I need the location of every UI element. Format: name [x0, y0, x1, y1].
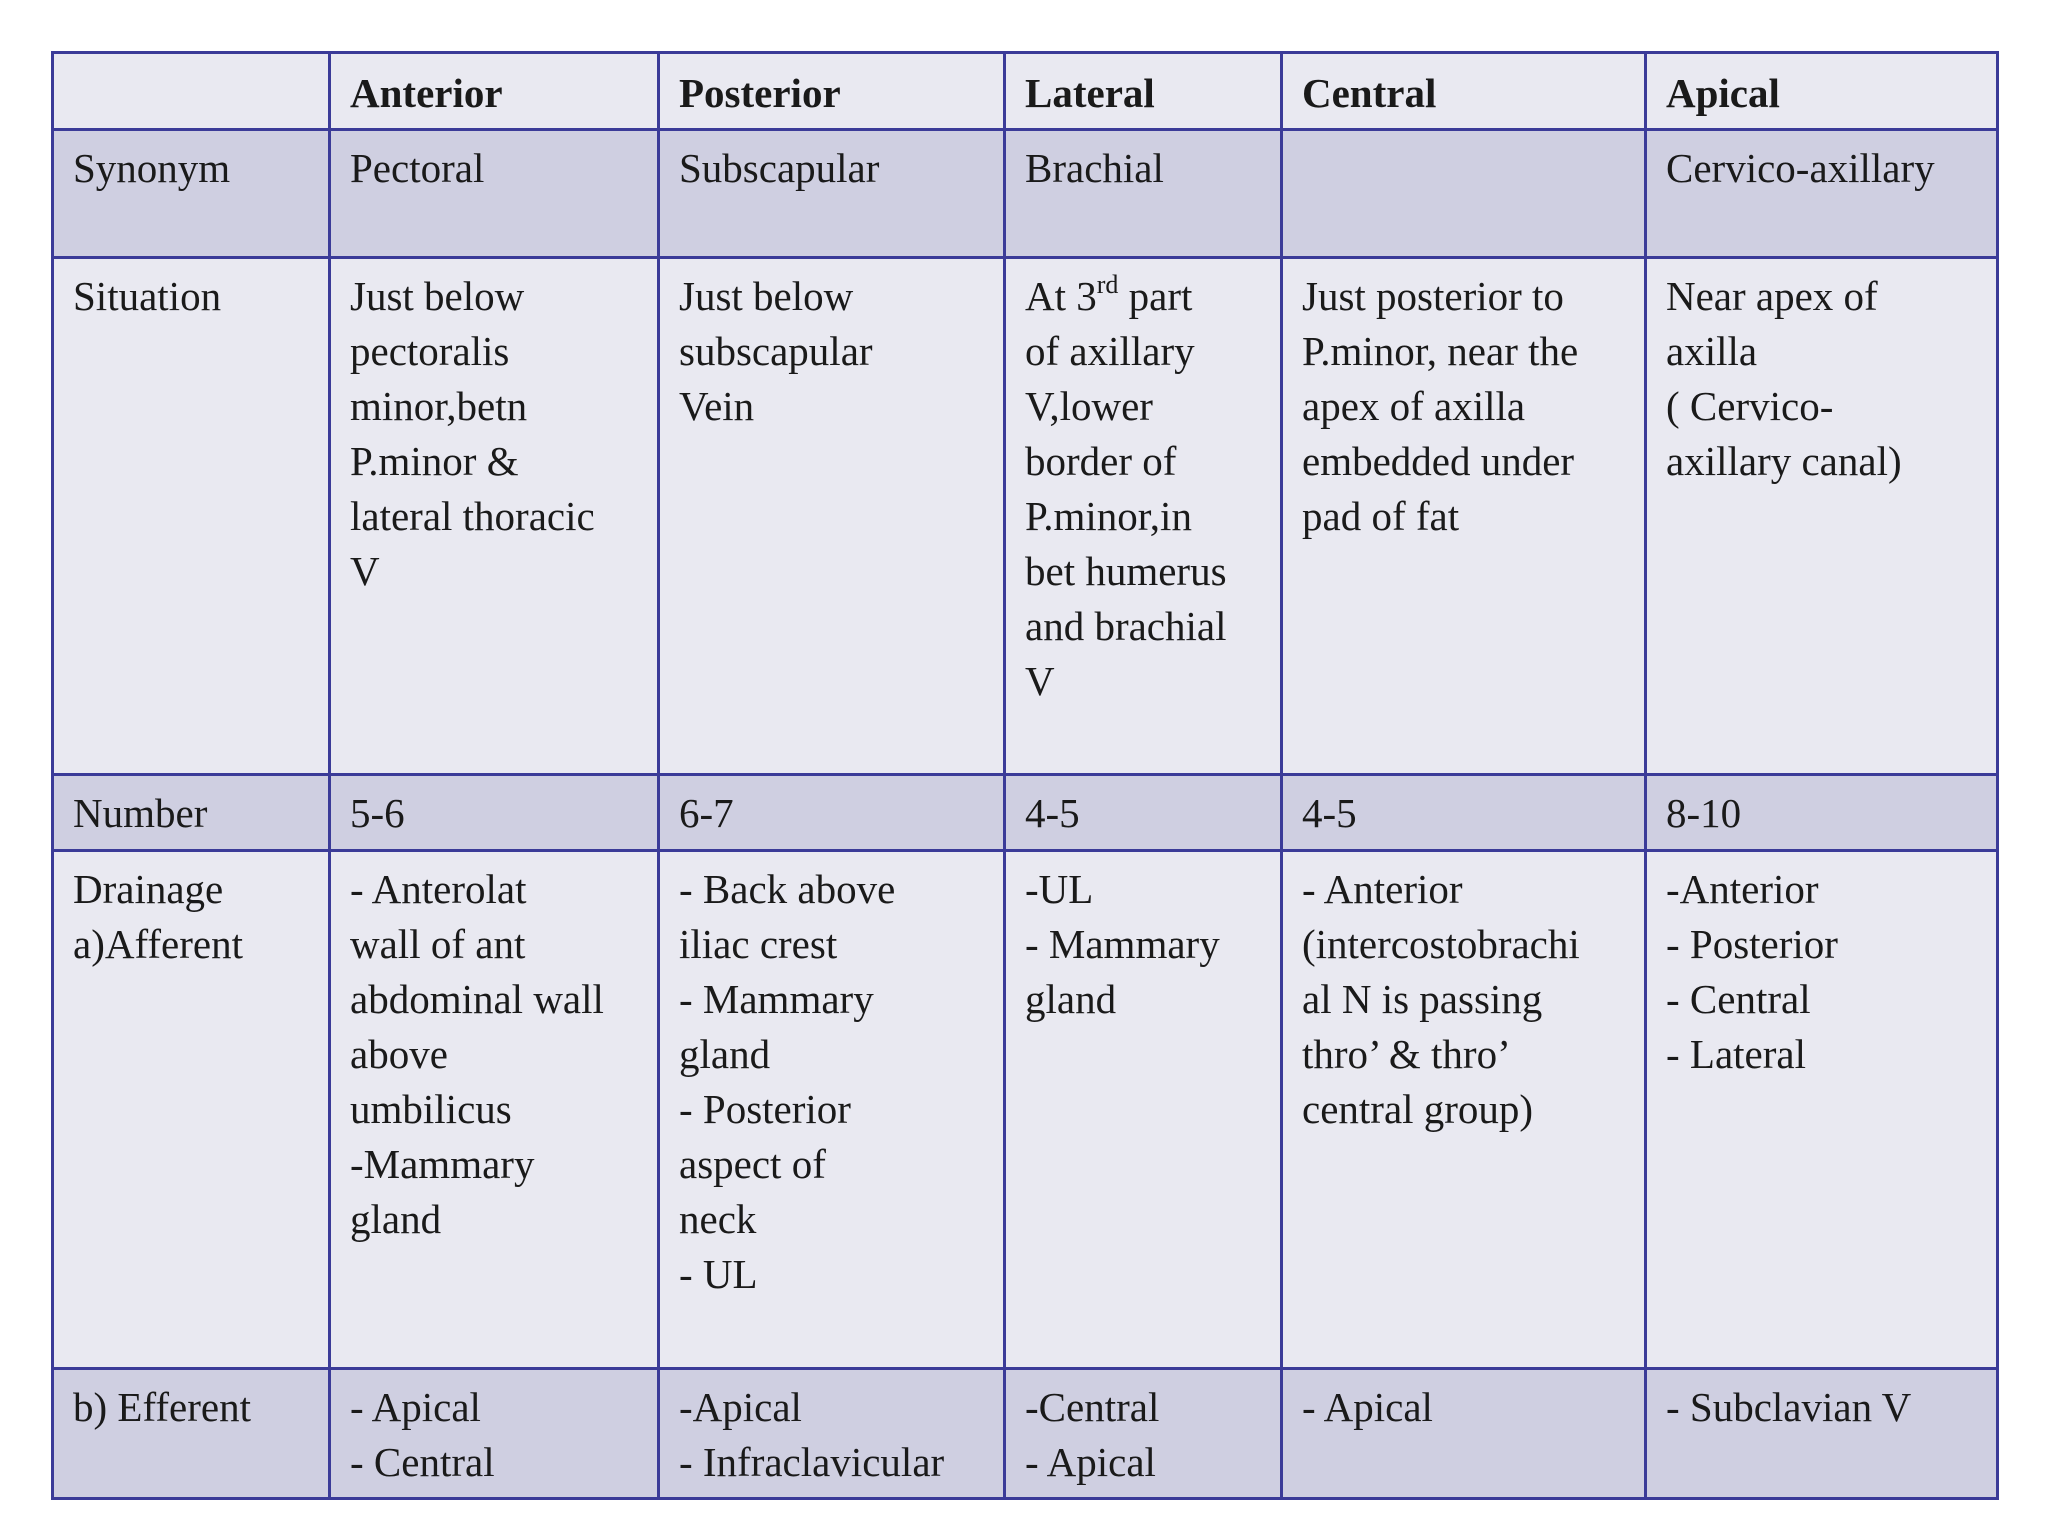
lymph-node-table-container	[51, 51, 1996, 1497]
number-posterior: 6-7	[659, 775, 1005, 851]
situation-anterior: Just below pectoralis minor,betn P.minor & lateral thoracic V	[330, 258, 659, 775]
afferent-posterior: - Back above iliac crest - Mammary gland - Posterior aspect of neck - UL	[659, 851, 1005, 1369]
situation-posterior: Just below subscapular Vein	[659, 258, 1005, 775]
synonym-apical: Cervico-axillary	[1646, 130, 1998, 258]
efferent-drainage-row	[53, 1369, 1998, 1499]
header-apical: Apical	[1646, 53, 1998, 130]
situation-lateral-prefix: At 3	[1025, 273, 1097, 319]
efferent-posterior: -Apical - Infraclavicular	[659, 1369, 1005, 1499]
afferent-anterior: - Anterolat wall of ant abdominal wall above umbilicus -Mammary gland	[330, 851, 659, 1369]
axillary-lymph-nodes-table	[51, 51, 1999, 1500]
row-label-efferent: b) Efferent	[53, 1369, 330, 1499]
afferent-lateral: -UL - Mammary gland	[1005, 851, 1282, 1369]
header-row	[53, 53, 1998, 130]
row-label-synonym: Synonym	[53, 130, 330, 258]
afferent-drainage-row	[53, 851, 1998, 1369]
header-corner	[53, 53, 330, 130]
row-label-number: Number	[53, 775, 330, 851]
header-anterior: Anterior	[330, 53, 659, 130]
efferent-apical: - Subclavian V	[1646, 1369, 1998, 1499]
situation-apical: Near apex of axilla ( Cervico- axillary canal)	[1646, 258, 1998, 775]
situation-lateral-superscript: rd	[1096, 270, 1119, 299]
header-posterior: Posterior	[659, 53, 1005, 130]
efferent-anterior: - Apical - Central	[330, 1369, 659, 1499]
header-central: Central	[1282, 53, 1646, 130]
synonym-row	[53, 130, 1998, 258]
number-row	[53, 775, 1998, 851]
number-apical: 8-10	[1646, 775, 1998, 851]
header-lateral: Lateral	[1005, 53, 1282, 130]
synonym-anterior: Pectoral	[330, 130, 659, 258]
synonym-posterior: Subscapular	[659, 130, 1005, 258]
row-label-situation: Situation	[53, 258, 330, 775]
situation-central: Just posterior to P.minor, near the apex of axilla embedded under pad of fat	[1282, 258, 1646, 775]
number-anterior: 5-6	[330, 775, 659, 851]
afferent-apical: -Anterior - Posterior - Central - Lateral	[1646, 851, 1998, 1369]
synonym-lateral: Brachial	[1005, 130, 1282, 258]
situation-lateral-suffix: part of axillary V,lower border of P.minor,in bet humerus and brachial V	[1025, 273, 1227, 704]
number-central: 4-5	[1282, 775, 1646, 851]
efferent-lateral: -Central - Apical	[1005, 1369, 1282, 1499]
row-label-afferent: Drainage a)Afferent	[53, 851, 330, 1369]
synonym-central	[1282, 130, 1646, 258]
situation-row	[53, 258, 1998, 775]
situation-lateral	[1005, 258, 1282, 775]
number-lateral: 4-5	[1005, 775, 1282, 851]
afferent-central: - Anterior (intercostobrachi al N is passing thro’ & thro’ central group)	[1282, 851, 1646, 1369]
efferent-central: - Apical	[1282, 1369, 1646, 1499]
